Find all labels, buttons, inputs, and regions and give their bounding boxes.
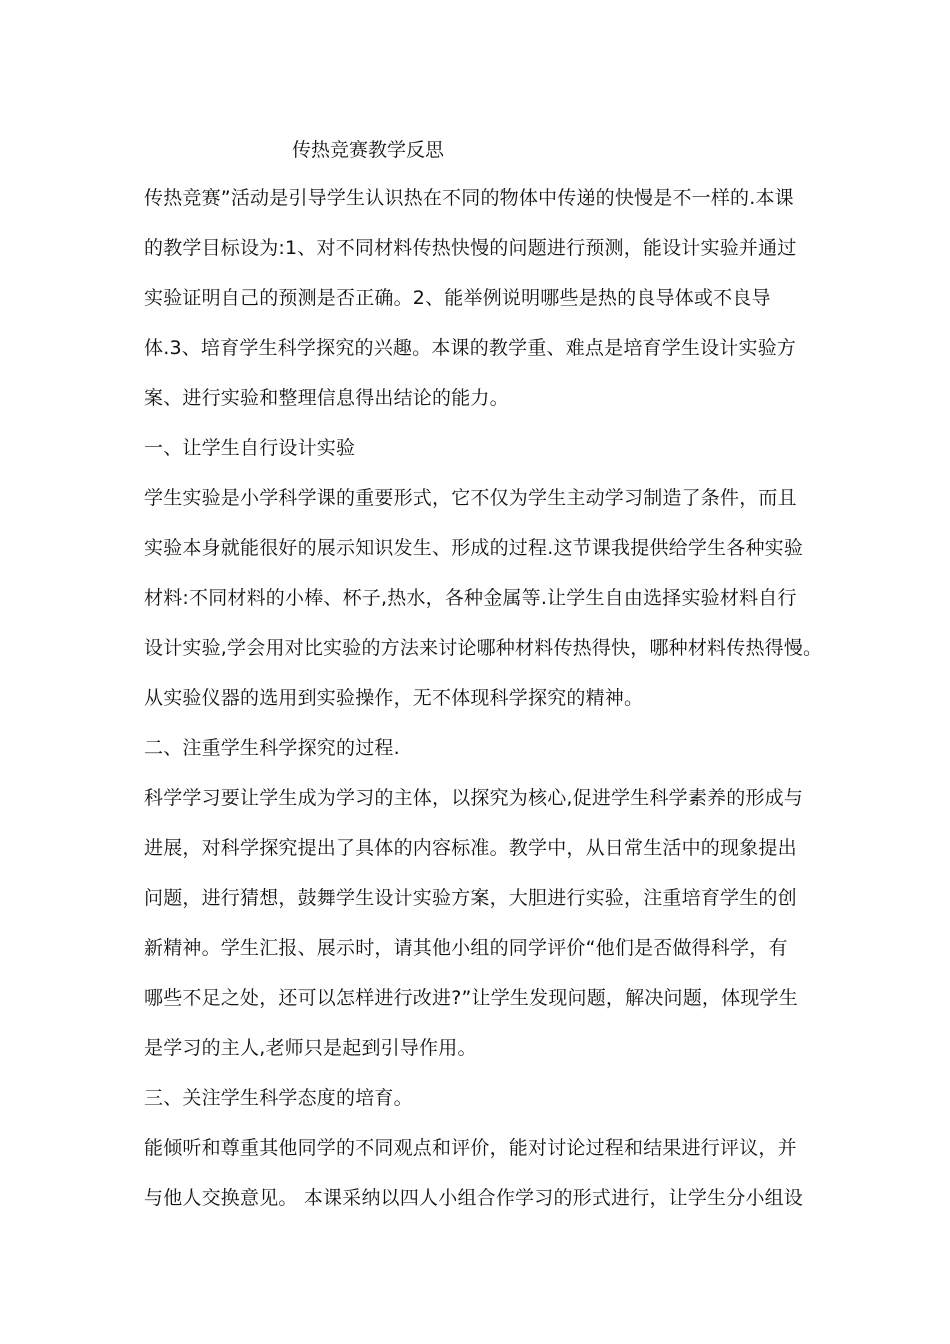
section-heading: 二、注重学生科学探究的过程. [144,737,400,759]
paragraph-line: 科学学习要让学生成为学习的主体，以探究为核心,促进学生科学素养的形成与 [144,787,804,809]
paragraph-line: 传热竞赛”活动是引导学生认识热在不同的物体中传递的快慢是不一样的.本课 [144,187,794,209]
paragraph-line: 实验证明自己的预测是否正确。2、能举例说明哪些是热的良导体或不良导 [144,287,771,309]
section-heading: 三、关注学生科学态度的培育。 [144,1087,413,1109]
paragraph-line: 问题，进行猜想，鼓舞学生设计实验方案，大胆进行实验，注重培育学生的创 [144,887,797,909]
paragraph-line: 进展，对科学探究提出了具体的内容标准。教学中，从日常生活中的现象提出 [144,837,797,859]
paragraph-line: 体.3、培育学生科学探究的兴趣。本课的教学重、难点是培育学生设计实验方 [144,337,797,359]
section-heading: 一、让学生自行设计实验 [144,437,356,459]
paragraph-line: 哪些不足之处，还可以怎样进行改进?”让学生发现问题，解决问题，体现学生 [144,987,798,1009]
paragraph-line: 学生实验是小学科学课的重要形式，它不仅为学生主动学习制造了条件，而且 [144,487,797,509]
paragraph-line: 材料:不同材料的小棒、杯子,热水，各种金属等.让学生自由选择实验材料自行 [144,587,797,609]
paragraph-line: 与他人交换意见。 本课采纳以四人小组合作学习的形式进行，让学生分小组设 [144,1187,804,1209]
paragraph-line: 能倾听和尊重其他同学的不同观点和评价，能对讨论过程和结果进行评议，并 [144,1137,797,1159]
paragraph-line: 是学习的主人,老师只是起到引导作用。 [144,1037,477,1059]
paragraph-line: 案、进行实验和整理信息得出结论的能力。 [144,387,509,409]
paragraph-line: 的教学目标设为:1、对不同材料传热快慢的问题进行预测，能设计实验并通过 [144,237,797,259]
paragraph-line: 新精神。学生汇报、展示时，请其他小组的同学评价“他们是否做得科学，有 [144,937,788,959]
paragraph-line: 实验本身就能很好的展示知识发生、形成的过程.这节课我提供给学生各种实验 [144,537,804,559]
paragraph-line: 从实验仪器的选用到实验操作，无不体现科学探究的精神。 [144,687,644,709]
document-title: 传热竞赛教学反思 [292,139,445,161]
paragraph-line: 设计实验,学会用对比实验的方法来讨论哪种材料传热得快，哪种材料传热得慢。 [144,637,823,659]
